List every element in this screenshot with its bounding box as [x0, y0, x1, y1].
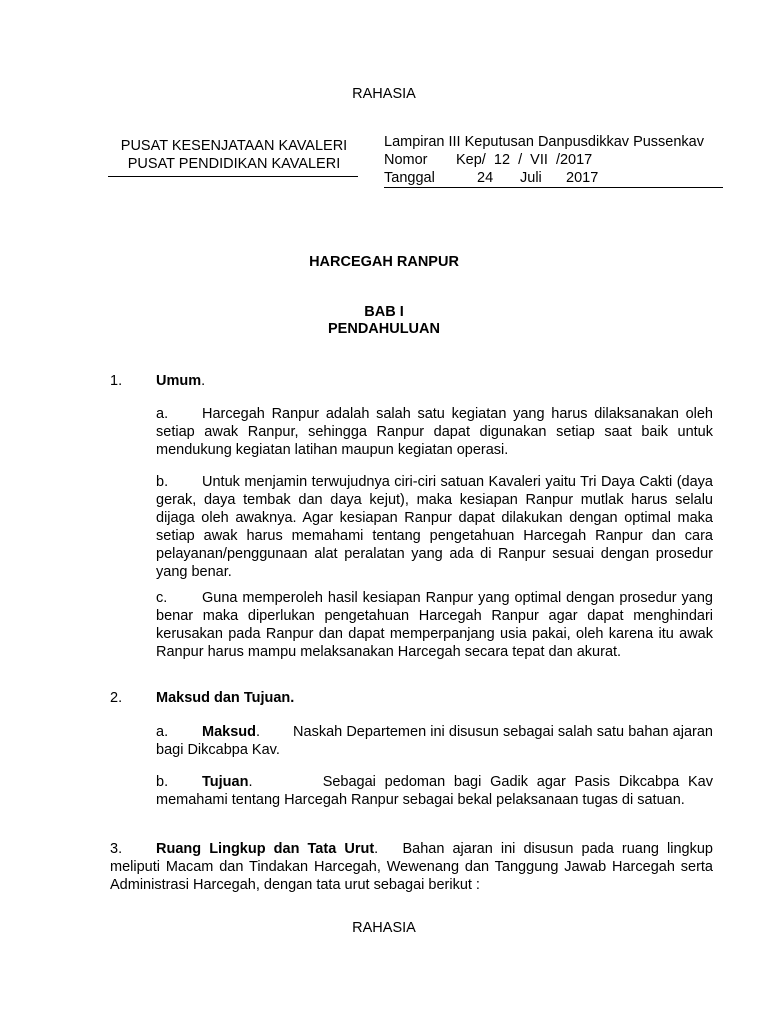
section-1b	[156, 473, 713, 581]
section-1-heading-suffix: .	[201, 373, 206, 389]
tanggal-year: 2017	[566, 170, 599, 186]
section-2a: a. Maksud. Naskah Departemen ini disusun sebagai salah satu bahan ajaran bagi Dikcabpa Kav.	[156, 724, 713, 758]
letterhead-underline	[108, 176, 358, 177]
reference-underline	[384, 187, 723, 188]
section-2b-text: Sebagai pedoman bagi Gadik agar Pasis Dikcabpa Kav memahami tentang Harcegah Ranpur sebagai bekal pelaksanaan tugas di satuan.	[156, 774, 713, 808]
section-2b-label: b.	[156, 774, 169, 790]
section-3-heading: Ruang Lingkup dan Tata Urut	[156, 841, 375, 857]
section-1a-label: a.	[156, 406, 169, 422]
reference-nomor	[384, 151, 704, 169]
section-1c	[156, 589, 713, 661]
section-1a	[156, 405, 713, 459]
section-1-number: 1.	[110, 373, 123, 389]
section-1b-label: b.	[156, 474, 169, 490]
document-title: HARCEGAH RANPUR	[309, 254, 459, 270]
tanggal-month: Juli	[520, 170, 542, 186]
section-2a-term: Maksud	[202, 724, 256, 740]
section-3-number: 3.	[110, 841, 123, 857]
reference-tanggal	[384, 169, 704, 187]
chapter-number: BAB I	[364, 304, 404, 320]
section-1c-text: Guna memperoleh hasil kesiapan Ranpur yang optimal dengan prosedur yang benar maka diperlukan pengetahuan Harcegah Ranpur agar dapat menghindari kerusakan pada Ranpur dan dapat memperpanjang usia pakai, oleh karena itu awak Ranpur harus mampu melaksanakan Harcegah secara tepat dan akurat.	[156, 590, 713, 660]
section-2b-term: Tujuan	[202, 774, 249, 790]
classification-bottom: RAHASIA	[352, 920, 416, 936]
section-3: 3. Ruang Lingkup dan Tata Urut. Bahan ajaran ini disusun pada ruang lingkup meliputi Macam dan Tindakan Harcegah, Wewenang dan Tanggung Jawab Harcegah serta Administrasi Harcegah, dengan tata urut sebagai berikut :	[110, 841, 713, 893]
letterhead	[108, 137, 360, 173]
section-2-heading: Maksud dan Tujuan.	[156, 690, 295, 706]
section-1-heading	[156, 372, 205, 390]
reference-block	[384, 133, 704, 187]
section-2-number: 2.	[110, 690, 123, 706]
tanggal-label: Tanggal	[384, 170, 435, 186]
nomor-label: Nomor	[384, 152, 428, 168]
chapter-title: PENDAHULUAN	[328, 321, 440, 337]
section-1b-text: Untuk menjamin terwujudnya ciri-ciri satuan Kavaleri yaitu Tri Daya Cakti (daya gerak, daya tembak dan daya kejut), maka kesiapan Ranpur mutlak harus selalu dijaga oleh awaknya. Agar kesiapan Ranpur dapat dilakukan dengan optimal maka setiap awak harus memahami tentang pengetahuan Harcegah Ranpur dan cara pelayanan/penggunaan alat peralatan yang ada di Ranpur sesuai dengan prosedur yang benar.	[156, 474, 713, 580]
section-3-text: Bahan ajaran ini disusun pada ruang lingkup meliputi Macam dan Tindakan Harcegah, Wewenang dan Tanggung Jawab Harcegah serta Administrasi Harcegah, dengan tata urut sebagai berikut :	[110, 841, 713, 893]
classification-top: RAHASIA	[352, 86, 416, 102]
section-2a-label: a.	[156, 724, 169, 740]
org-line-1: PUSAT KESENJATAAN KAVALERI	[120, 138, 348, 154]
tanggal-day: 24	[477, 170, 494, 186]
section-2a-text: Naskah Departemen ini disusun sebagai salah satu bahan ajaran bagi Dikcabpa Kav.	[156, 724, 713, 758]
section-1-heading-text: Umum	[156, 373, 202, 389]
section-2b: b. Tujuan. Sebagai pedoman bagi Gadik agar Pasis Dikcabpa Kav memahami tentang Harcegah Ranpur sebagai bekal pelaksanaan tugas di satuan.	[156, 774, 713, 808]
section-1a-text: Harcegah Ranpur adalah salah satu kegiatan yang harus dilaksanakan oleh setiap awak Ranpur, sehingga Ranpur dapat digunakan setiap saat baik untuk mendukung kegiatan latihan maupun kegiatan operasi.	[156, 406, 713, 458]
reference-line: Lampiran III Keputusan Danpusdikkav Pussenkav	[384, 134, 704, 150]
nomor-value: Kep/ 12 / VII /2017	[456, 152, 593, 168]
org-line-2: PUSAT PENDIDIKAN KAVALERI	[127, 156, 341, 172]
section-1c-label: c.	[156, 590, 168, 606]
